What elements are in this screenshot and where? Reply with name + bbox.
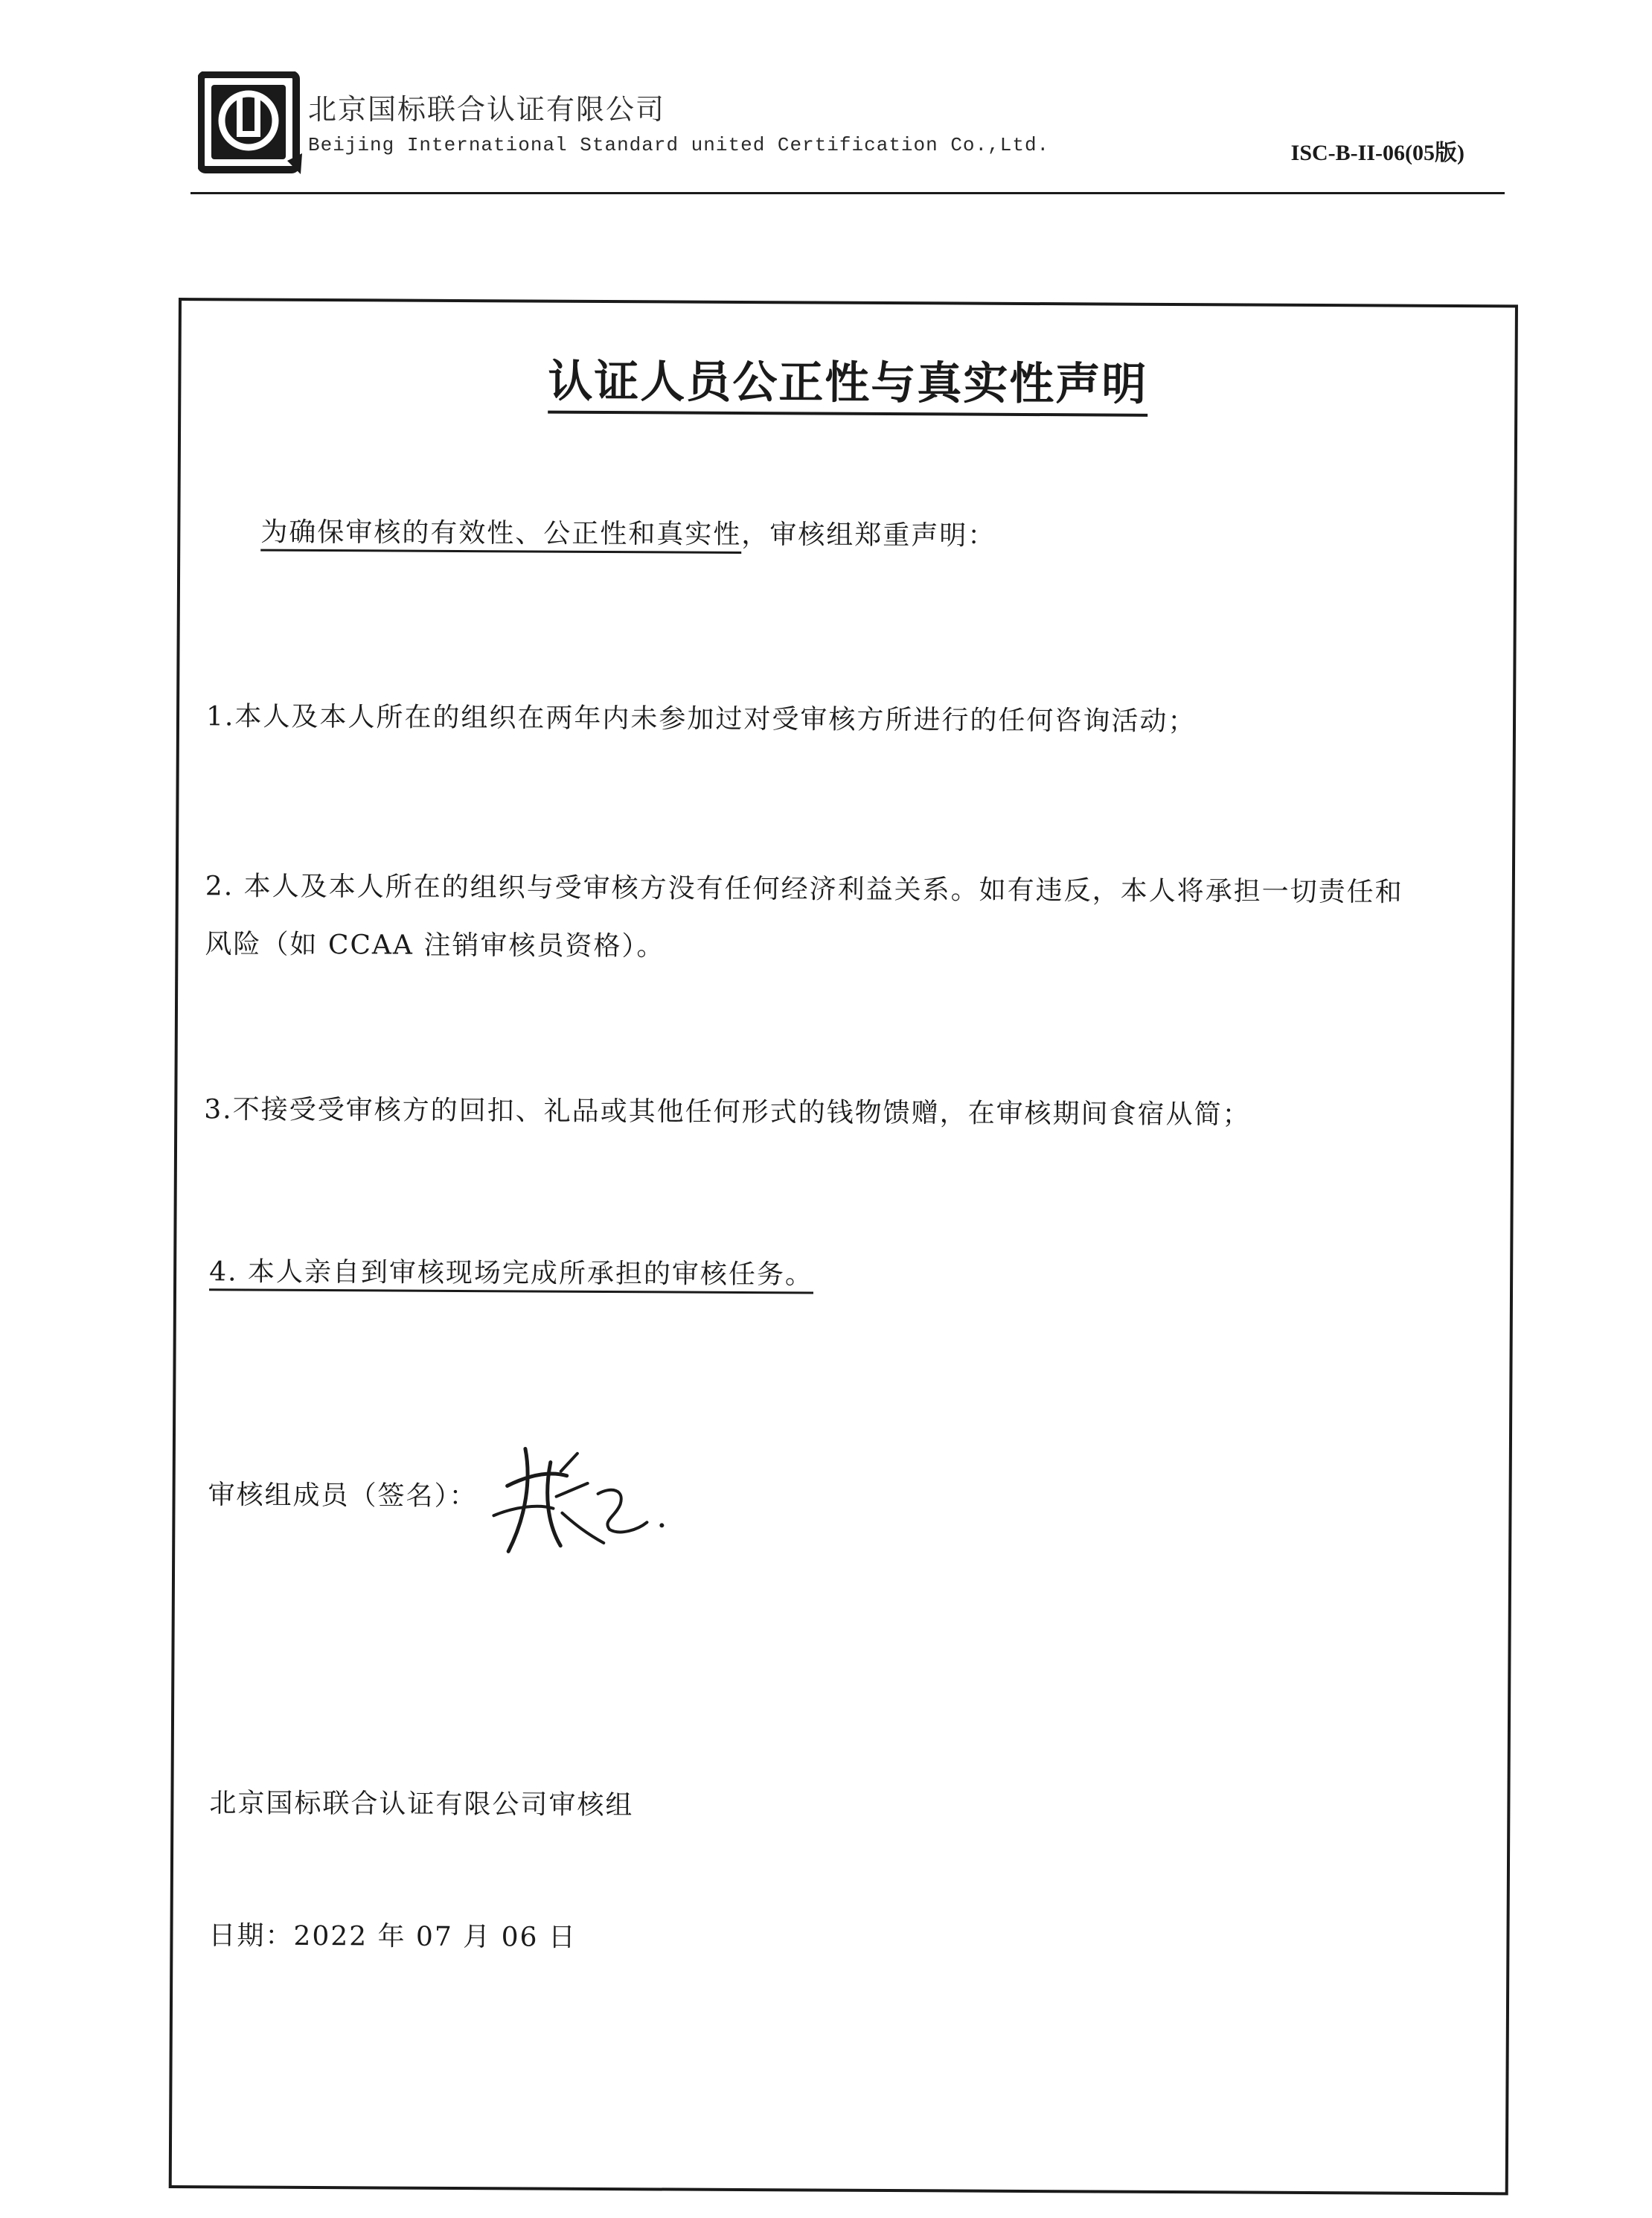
statement-item-2-line-2: 风险（如 CCAA 注销审核员资格）。: [205, 929, 665, 962]
date-line: 日期：2022 年 07 月 06 日: [208, 1920, 577, 1953]
statement-item-3: 3.不接受受审核方的回扣、礼品或其他任何形式的钱物馈赠，在审核期间食宿从简；: [204, 1094, 1251, 1131]
organization-name: 北京国标联合认证有限公司审核组: [209, 1788, 634, 1821]
intro-rest-text: ，审核组郑重声明：: [741, 519, 996, 552]
item-4-text: 4. 本人亲自到审核现场完成所承担的审核任务。: [209, 1256, 813, 1294]
company-logo-icon: [198, 71, 305, 179]
statement-item-2-line-1: 2. 本人及本人所在的组织与受审核方没有任何经济利益关系。如有违反，本人将承担一切责任和: [205, 871, 1403, 908]
intro-underlined-text: 为确保审核的有效性、公正性和真实性: [260, 517, 741, 554]
statement-item-4: [209, 1250, 813, 1291]
company-name-cn: 北京国标联合认证有限公司: [308, 93, 666, 126]
statement-item-1: 1.本人及本人所在的组织在两年内未参加过对受审核方所进行的任何咨询活动；: [205, 701, 1197, 738]
document-header: [191, 65, 1509, 199]
title-text: 认证人员公正性与真实性声明: [548, 356, 1147, 417]
page-title: [181, 344, 1514, 415]
document-code: ISC-B-II-06(05版): [1290, 141, 1464, 165]
intro-paragraph: [260, 511, 996, 553]
handwritten-signature: [478, 1441, 673, 1561]
declaration-frame: [169, 298, 1518, 2195]
signature-label: 审核组成员（签名）：: [208, 1480, 478, 1512]
header-divider: [191, 192, 1505, 194]
company-name-en: Beijing International Standard united Certification Co.,Ltd.: [308, 134, 1050, 156]
